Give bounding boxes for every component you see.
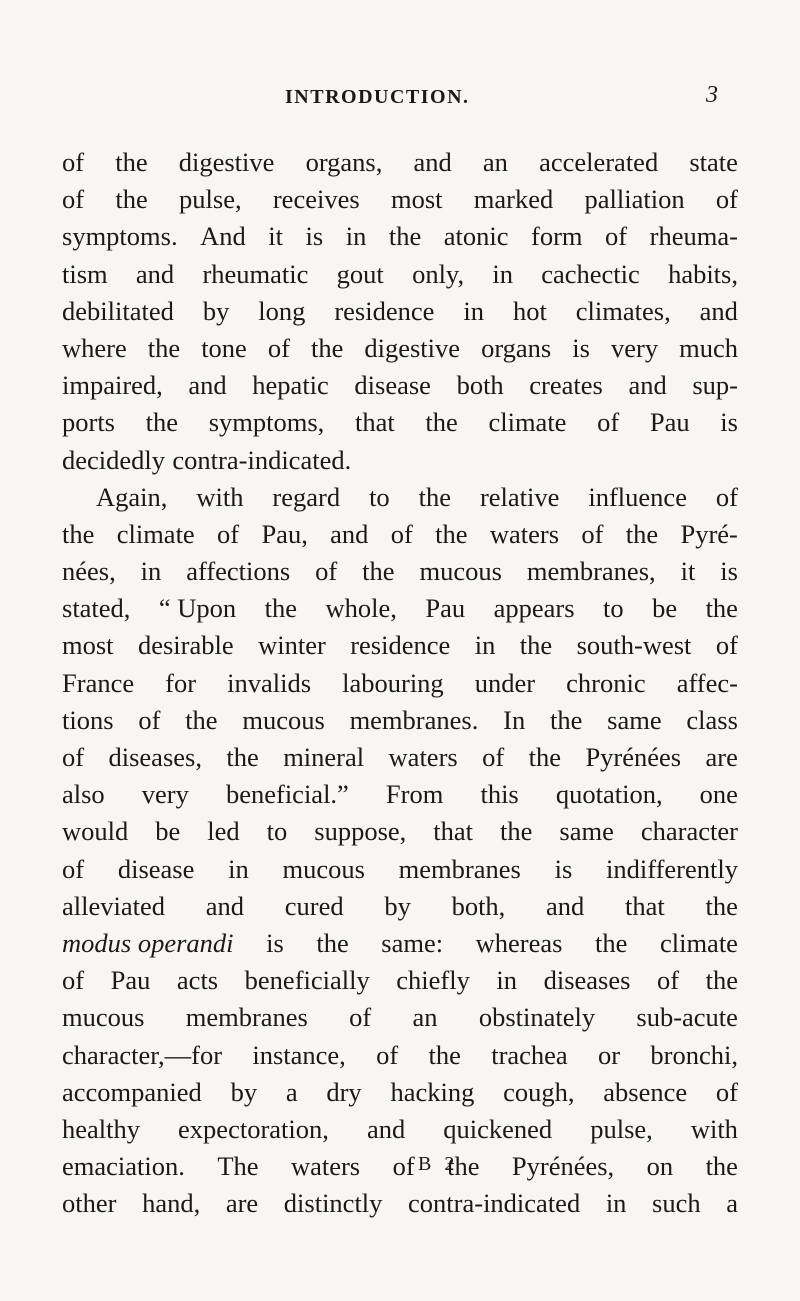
word: accelerated	[539, 147, 659, 177]
word: debilitated	[62, 295, 174, 326]
word: instance,	[252, 1039, 346, 1070]
word: of	[62, 742, 85, 772]
word: the	[425, 407, 458, 438]
word: tism	[62, 258, 108, 289]
word: the	[549, 704, 583, 735]
word: both,	[451, 890, 506, 921]
word: pulse,	[590, 1113, 653, 1144]
word: much	[679, 332, 738, 363]
word: symptoms.	[62, 221, 178, 252]
word: rheumatic	[202, 258, 309, 289]
word: on	[646, 1151, 674, 1182]
text-line	[62, 739, 738, 776]
word: creates	[529, 370, 603, 401]
word: the	[62, 518, 95, 549]
word: in	[474, 630, 496, 661]
word: of	[267, 332, 290, 363]
word: or	[598, 1039, 621, 1070]
word: organs	[481, 332, 552, 363]
word: trachea	[491, 1039, 568, 1070]
word: are	[225, 1188, 259, 1219]
word: organs,	[305, 147, 383, 177]
word: by	[202, 295, 230, 326]
word: where	[62, 332, 127, 363]
word: hepatic	[252, 370, 329, 401]
word: of	[376, 1039, 399, 1070]
word: character,—for	[62, 1039, 223, 1070]
text-line	[62, 330, 738, 367]
word: Pyrénées	[585, 742, 682, 772]
word: by	[384, 890, 411, 921]
word: Pau	[425, 593, 466, 624]
word: of	[349, 1002, 372, 1033]
text-line	[62, 813, 738, 850]
word: of	[715, 184, 738, 215]
text-line	[62, 218, 738, 255]
word: same	[607, 704, 662, 735]
word: accompanied	[62, 1076, 202, 1107]
word: digestive	[178, 147, 275, 177]
word: of	[392, 1151, 415, 1182]
word: of	[62, 184, 85, 215]
text-line	[62, 888, 738, 925]
word: climates,	[575, 295, 671, 326]
word: receives	[272, 184, 360, 215]
word: residence	[350, 630, 451, 661]
word: absence	[603, 1076, 688, 1107]
word: mucous	[419, 556, 502, 587]
word: the	[625, 518, 659, 549]
word: mucous	[242, 704, 325, 735]
signature-mark: B 2	[418, 1153, 459, 1175]
word: tions	[62, 704, 114, 735]
word: of	[581, 518, 604, 549]
word: in	[345, 221, 367, 252]
word: of	[62, 965, 85, 996]
word: healthy	[62, 1113, 140, 1144]
word: would	[62, 816, 129, 847]
word: the	[500, 816, 533, 847]
word: desirable	[137, 630, 234, 661]
word: affec-	[676, 667, 738, 698]
word: the	[428, 1039, 461, 1070]
text-line	[62, 1074, 738, 1111]
word: and	[135, 258, 175, 289]
word: obstinately	[478, 1002, 596, 1033]
text-line	[62, 404, 738, 441]
word: an	[482, 147, 508, 177]
word: disease	[354, 370, 431, 401]
word: the	[388, 221, 422, 252]
word: in	[140, 556, 162, 587]
word: residence	[334, 295, 435, 326]
text-line	[62, 1185, 738, 1222]
word: climate	[488, 407, 567, 438]
word: the	[145, 407, 179, 438]
word: and	[699, 295, 738, 326]
word: very	[611, 332, 659, 363]
word: beneficial.”	[225, 779, 349, 810]
text-line	[62, 516, 738, 553]
word: of	[597, 407, 620, 438]
word: And	[200, 221, 246, 252]
word: the	[435, 518, 468, 549]
word: hacking	[390, 1076, 475, 1107]
word: to	[369, 481, 390, 512]
running-head-title: INTRODUCTION.	[285, 86, 470, 108]
word: the	[362, 556, 395, 587]
word: contra-indicated.	[172, 444, 352, 475]
word: by	[230, 1076, 258, 1107]
word: climate	[659, 927, 738, 958]
word: of	[62, 853, 85, 884]
word: the	[185, 704, 218, 735]
text-line	[62, 590, 738, 627]
word: sub-acute	[636, 1002, 738, 1033]
word: of	[482, 742, 505, 772]
text-line	[62, 144, 738, 181]
word: be	[652, 593, 678, 624]
word: expectoration,	[178, 1113, 329, 1144]
word: decidedly	[62, 444, 166, 475]
word: it	[680, 556, 696, 587]
word: mucous	[282, 853, 365, 884]
word: to	[266, 816, 288, 847]
word: of	[605, 221, 628, 252]
word: the	[316, 927, 349, 958]
word: indifferently	[606, 853, 738, 884]
word: class	[686, 704, 738, 735]
word: same	[559, 816, 614, 847]
word: labouring	[342, 667, 444, 698]
word: affections	[186, 556, 291, 587]
word: “ Upon	[158, 593, 237, 624]
word: of	[715, 1076, 738, 1107]
word: long	[258, 295, 306, 326]
word: bronchi,	[650, 1039, 738, 1070]
word: in	[463, 295, 484, 326]
word: the	[226, 742, 259, 772]
text-line	[62, 293, 738, 330]
word: with	[690, 1113, 738, 1144]
word: disease	[117, 853, 195, 884]
word: and	[628, 370, 667, 401]
word: beneficially	[244, 965, 370, 996]
word: symptoms,	[208, 407, 325, 438]
word: nées,	[62, 556, 116, 587]
word: of	[715, 630, 738, 661]
word: impaired,	[62, 370, 163, 401]
word: waters	[489, 518, 560, 549]
word: the	[115, 184, 148, 215]
word: under	[474, 667, 536, 698]
word: it	[268, 221, 283, 252]
text-line	[62, 999, 738, 1036]
word: cured	[284, 890, 344, 921]
text-line	[62, 479, 738, 516]
text-line	[62, 962, 738, 999]
word: and	[413, 147, 452, 177]
word: stated,	[62, 593, 131, 624]
word: membranes	[398, 853, 521, 884]
word: of	[62, 147, 85, 177]
word: ports	[62, 407, 115, 438]
word: of	[390, 518, 413, 549]
word: whole,	[325, 593, 397, 624]
word: habits,	[668, 258, 738, 289]
word: tone	[201, 332, 247, 363]
word: with	[196, 481, 244, 512]
word: acts	[176, 965, 219, 996]
text-line	[62, 1111, 738, 1148]
word: to	[602, 593, 624, 624]
word: gout	[336, 258, 384, 289]
word: Pau	[649, 407, 690, 438]
word: Pyré-	[680, 518, 738, 549]
word: the	[705, 593, 738, 624]
word: the	[519, 630, 553, 661]
word: most	[390, 184, 443, 215]
word: the	[147, 332, 181, 363]
word: of	[315, 556, 338, 587]
word: winter	[258, 630, 326, 661]
word: pulse,	[179, 184, 242, 215]
word: cough,	[503, 1076, 575, 1107]
word: both	[456, 370, 504, 401]
word: rheuma-	[649, 221, 738, 252]
word: waters	[290, 1151, 361, 1182]
word: modus operandi	[62, 927, 234, 958]
word: the	[705, 890, 738, 921]
word: chiefly	[396, 965, 470, 996]
word: quotation,	[555, 779, 663, 810]
word: for	[165, 667, 197, 698]
text-line	[62, 367, 738, 404]
word: form	[531, 221, 583, 252]
word: a	[726, 1188, 738, 1219]
word: very	[141, 779, 189, 810]
word: led	[207, 816, 240, 847]
word: palliation	[584, 184, 685, 215]
word: is	[305, 221, 324, 252]
word: be	[155, 816, 181, 847]
word: and	[330, 518, 369, 549]
word: Pau,	[261, 518, 308, 549]
word: is	[720, 407, 738, 438]
word: suppose,	[314, 816, 407, 847]
word: and	[188, 370, 227, 401]
word: distinctly	[283, 1188, 383, 1219]
word: waters	[388, 742, 458, 772]
word: appears	[493, 593, 575, 624]
word: climate	[116, 518, 195, 549]
word: atonic	[443, 221, 509, 252]
body-text	[62, 144, 738, 1222]
word: influence	[588, 481, 687, 512]
word: the	[705, 965, 738, 996]
word: France	[62, 667, 135, 698]
word: chronic	[566, 667, 646, 698]
word: also	[62, 779, 105, 810]
word: quickened	[443, 1113, 553, 1144]
word: marked	[473, 184, 554, 215]
word: such	[652, 1188, 701, 1219]
word: emaciation.	[62, 1151, 185, 1182]
word: in	[496, 965, 518, 996]
word: is	[554, 853, 573, 884]
text-line	[62, 851, 738, 888]
word: that	[625, 890, 665, 921]
word: south-west	[576, 630, 692, 661]
word: the	[705, 1151, 738, 1182]
word: a	[285, 1076, 298, 1107]
text-line	[62, 776, 738, 813]
word: the	[595, 927, 628, 958]
word: the	[447, 1151, 480, 1182]
word: Pau	[110, 965, 151, 996]
word: of	[715, 481, 738, 512]
word: the	[115, 147, 148, 177]
word: dry	[326, 1076, 362, 1107]
word: of	[217, 518, 240, 549]
word: one	[699, 779, 738, 810]
word: an	[412, 1002, 438, 1033]
word: mucous	[62, 1002, 145, 1033]
word: In	[503, 704, 526, 735]
word: most	[62, 630, 114, 661]
word: of	[138, 704, 161, 735]
word: that	[433, 816, 474, 847]
word: relative	[479, 481, 560, 512]
word: state	[689, 147, 738, 177]
word: contra-indicated	[408, 1188, 581, 1219]
word: character	[640, 816, 738, 847]
word: regard	[272, 481, 341, 512]
text-line	[62, 1037, 738, 1074]
word: that	[354, 407, 395, 438]
word: other	[62, 1188, 117, 1219]
word: the	[264, 593, 298, 624]
word: alleviated	[62, 890, 165, 921]
text-line	[62, 665, 738, 702]
word: whereas	[475, 927, 563, 958]
word: and	[546, 890, 585, 921]
word: are	[705, 742, 738, 772]
word: cachectic	[541, 258, 640, 289]
word: membranes.	[349, 704, 479, 735]
word: is	[720, 556, 738, 587]
word: diseases	[543, 965, 631, 996]
word: From	[385, 779, 444, 810]
word: digestive	[364, 332, 461, 363]
word: of	[656, 965, 680, 996]
text-line	[62, 553, 738, 590]
word: this	[480, 779, 519, 810]
word: invalids	[227, 667, 312, 698]
word: the	[418, 481, 452, 512]
word: The	[217, 1151, 259, 1182]
text-line	[62, 256, 738, 293]
word: in	[228, 853, 249, 884]
text-line	[62, 925, 738, 962]
word: Pyrénées,	[511, 1151, 615, 1182]
word: hand,	[142, 1188, 201, 1219]
word: hot	[512, 295, 547, 326]
text-line	[62, 627, 738, 664]
word: diseases,	[108, 742, 202, 772]
word: and	[366, 1113, 406, 1144]
word: and	[205, 890, 244, 921]
word: is	[266, 927, 284, 958]
word: membranes	[185, 1002, 308, 1033]
page-number: 3	[706, 82, 718, 108]
word: same:	[381, 927, 444, 958]
word: the	[528, 742, 562, 772]
text-line	[62, 702, 738, 739]
word: mineral	[283, 742, 365, 772]
word: membranes,	[526, 556, 656, 587]
text-line	[62, 1148, 738, 1185]
word: only,	[412, 258, 465, 289]
word: in	[605, 1188, 627, 1219]
word: in	[492, 258, 513, 289]
word: sup-	[692, 370, 738, 401]
word: is	[572, 332, 590, 363]
word: the	[310, 332, 344, 363]
word: Again,	[96, 481, 168, 512]
text-line	[62, 181, 738, 218]
text-line	[62, 442, 738, 479]
